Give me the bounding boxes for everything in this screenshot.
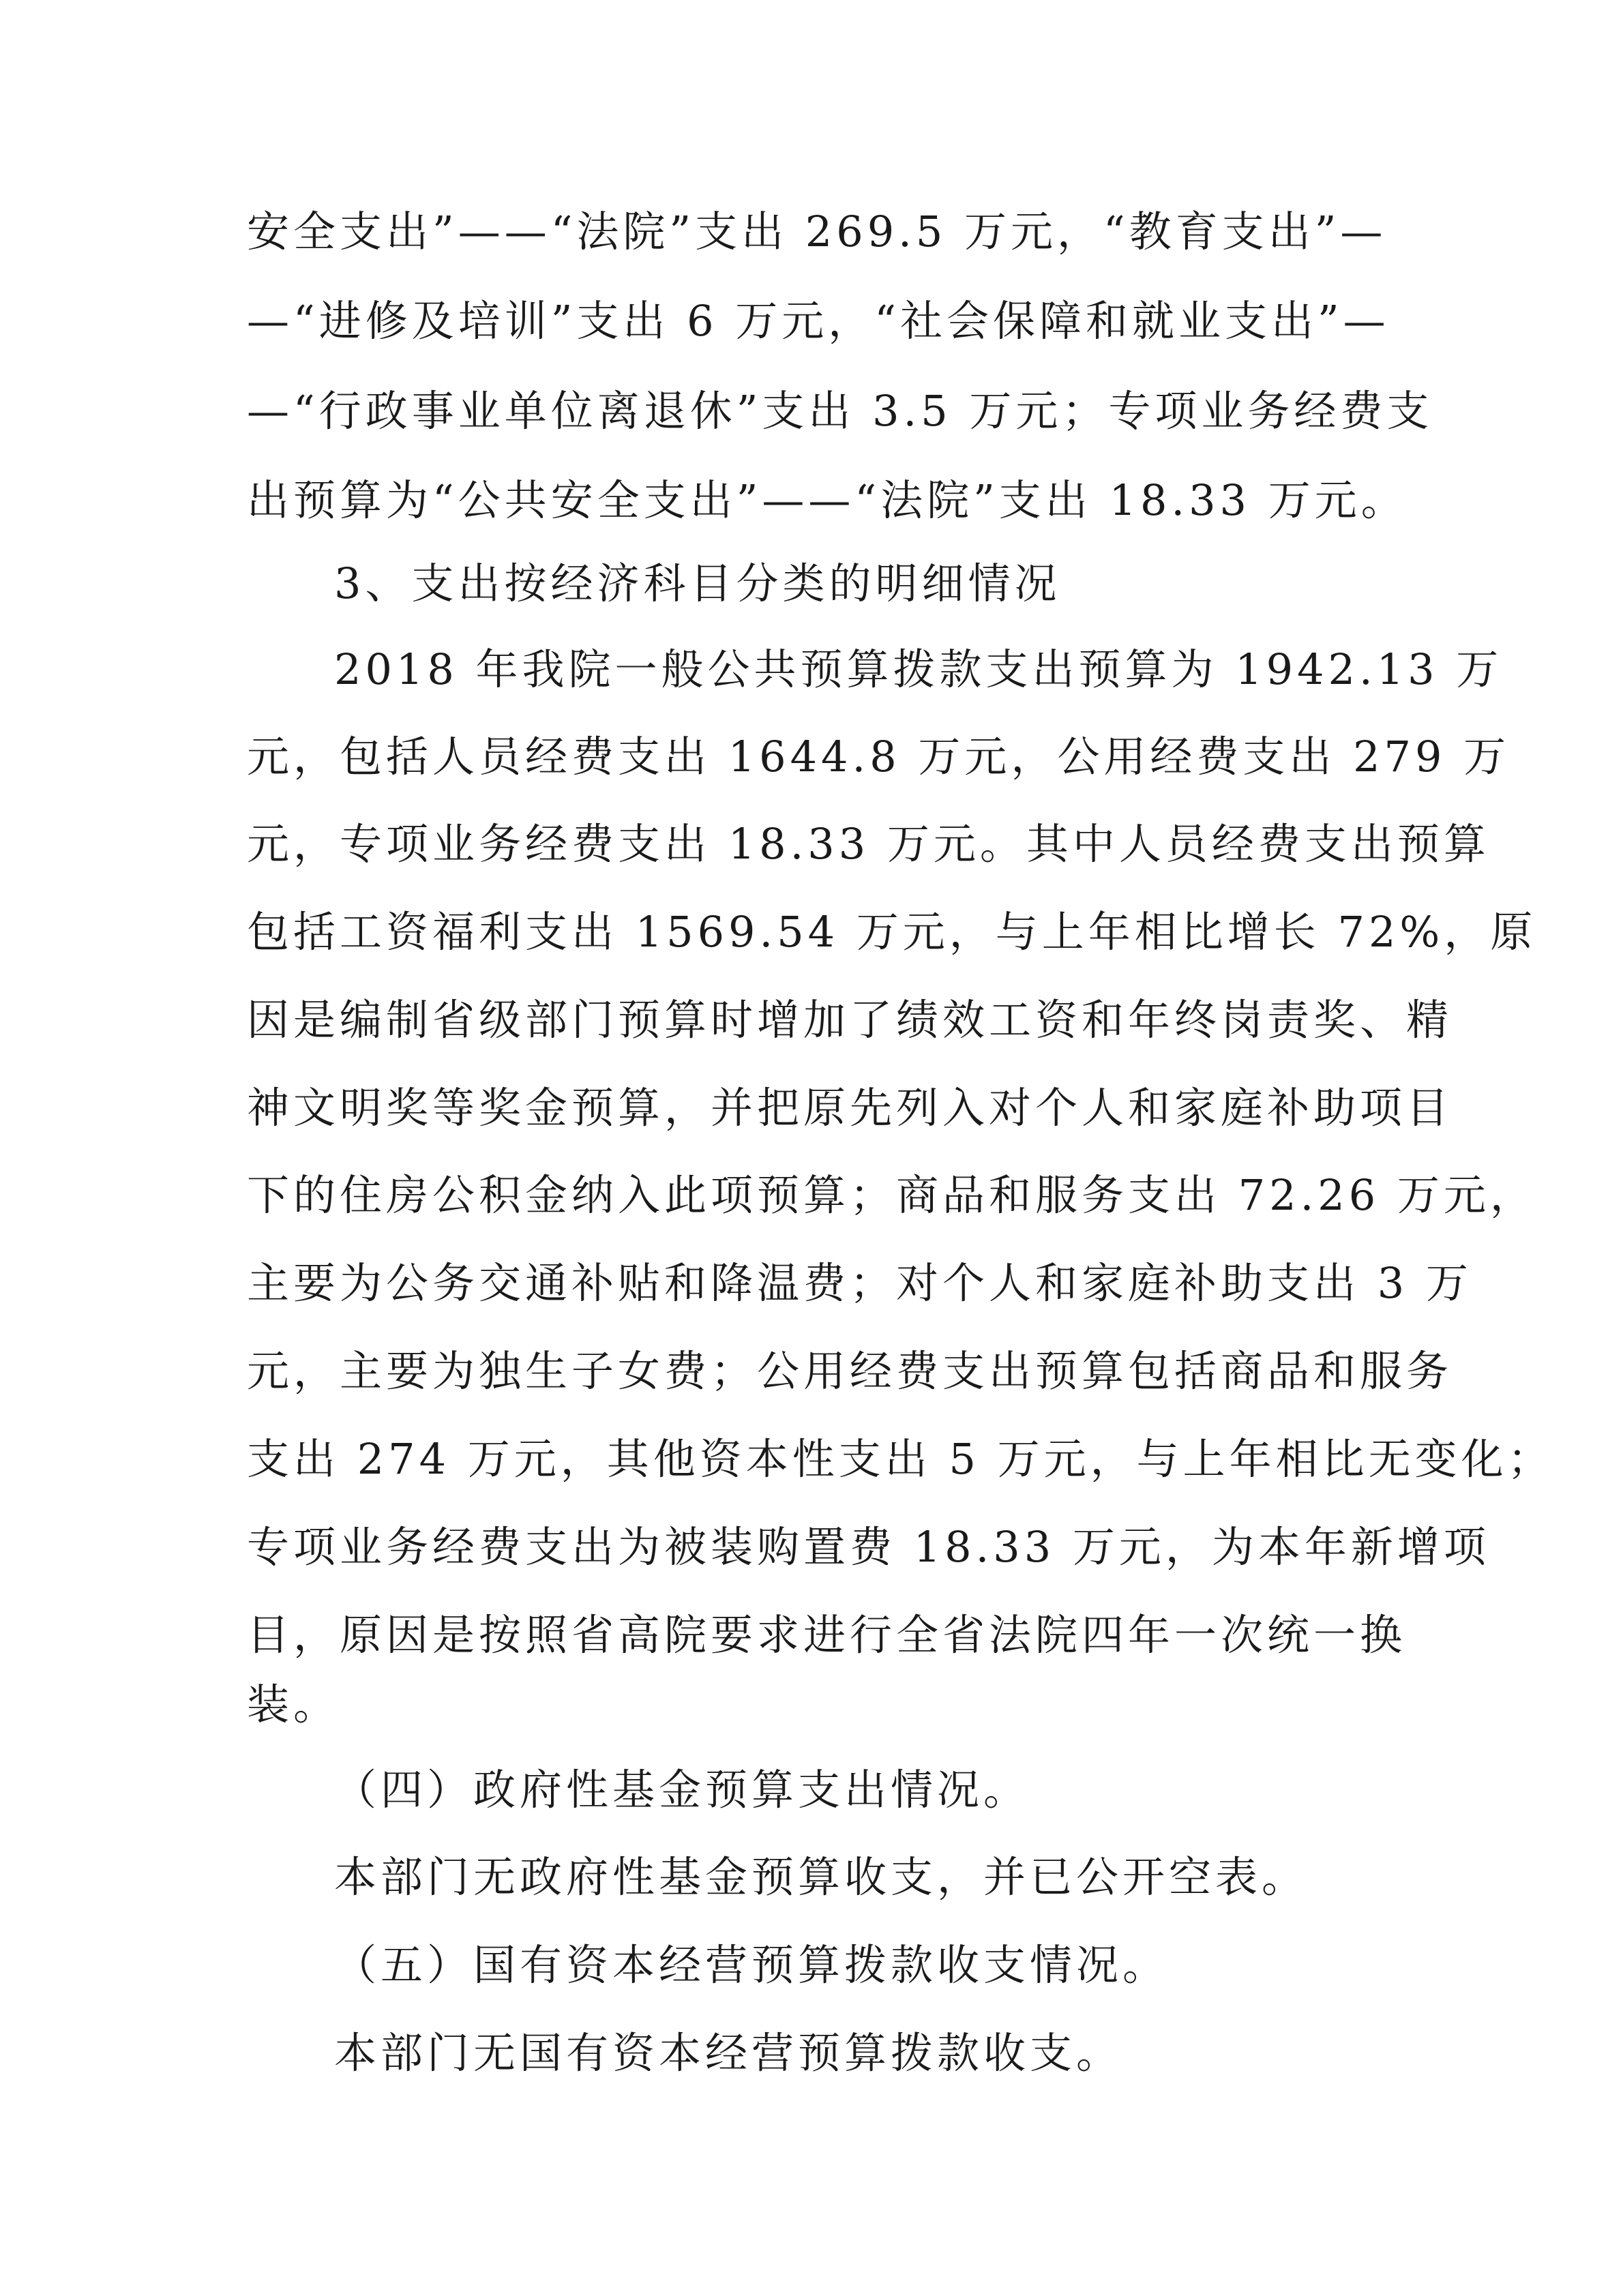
section-heading: （四）政府性基金预算支出情况。 [334,1765,1030,1815]
paragraph-line: —“进修及培训”支出 6 万元，“社会保障和就业支出”— [247,296,1390,346]
paragraph-line: 元，专项业务经费支出 18.33 万元。其中人员经费支出预算 [247,819,1490,869]
paragraph-line: 专项业务经费支出为被装购置费 18.33 万元，为本年新增项 [247,1522,1490,1572]
paragraph-line: 因是编制省级部门预算时增加了绩效工资和年终岗责奖、精 [247,995,1453,1045]
paragraph-line: 目，原因是按照省高院要求进行全省法院四年一次统一换 [247,1610,1407,1660]
paragraph-line: 元，包括人员经费支出 1644.8 万元，公用经费支出 279 万 [247,732,1510,781]
paragraph-line: 出预算为“公共安全支出”——“法院”支出 18.33 万元。 [247,475,1408,525]
paragraph-line: 支出 274 万元，其他资本性支出 5 万元，与上年相比无变化； [247,1434,1554,1484]
paragraph-line: 下的住房公积金纳入此项预算；商品和服务支出 72.26 万元， [247,1170,1536,1220]
section-heading: 3、支出按经济科目分类的明细情况 [334,558,1061,608]
paragraph-line: 包括工资福利支出 1569.54 万元，与上年相比增长 72%，原 [247,907,1537,957]
paragraph-line: 主要为公务交通补贴和降温费；对个人和家庭补助支出 3 万 [247,1258,1472,1308]
paragraph-line: 神文明奖等奖金预算，并把原先列入对个人和家庭补助项目 [247,1083,1453,1133]
section-heading: （五）国有资本经营预算拨款收支情况。 [334,1940,1170,1990]
paragraph-line: 安全支出”——“法院”支出 269.5 万元，“教育支出”— [247,207,1387,256]
paragraph-line: 元，主要为独生子女费；公用经费支出预算包括商品和服务 [247,1346,1453,1396]
paragraph-line: 本部门无政府性基金预算收支，并已公开空表。 [334,1852,1309,1902]
paragraph-line: 2018 年我院一般公共预算拨款支出预算为 1942.13 万 [334,644,1503,694]
paragraph-line: —“行政事业单位离退休”支出 3.5 万元；专项业务经费支 [247,386,1433,436]
paragraph-line: 本部门无国有资本经营预算拨款收支。 [334,2028,1123,2078]
paragraph-line: 装。 [247,1680,340,1729]
